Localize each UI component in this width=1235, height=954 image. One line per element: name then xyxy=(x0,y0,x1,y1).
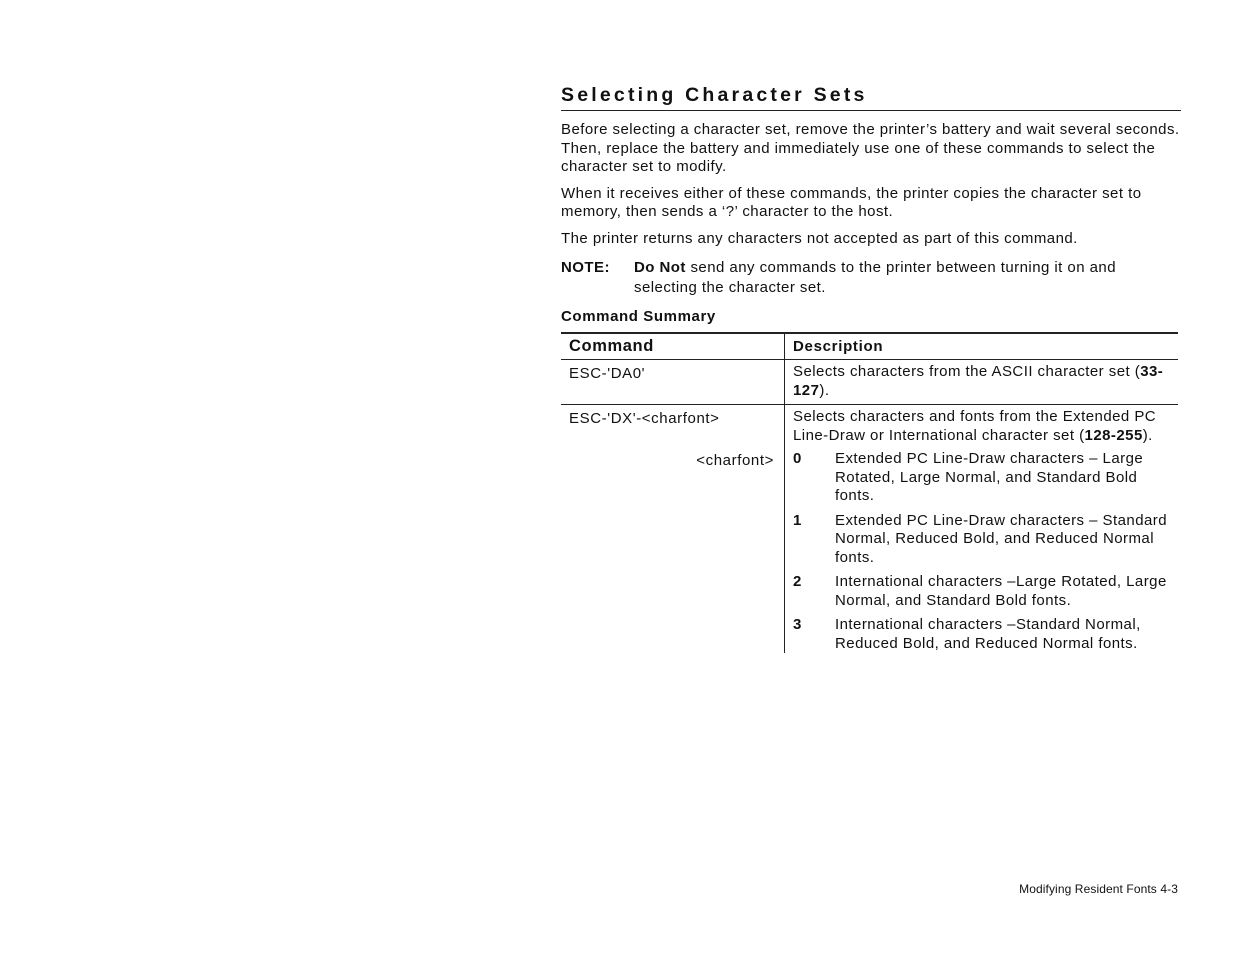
option-number: 0 xyxy=(793,450,802,467)
parameter-options xyxy=(785,447,1178,653)
note-label: NOTE: xyxy=(561,259,610,276)
intro-paragraph: Before selecting a character set, remove the printer’s battery and wait several seconds. Then, replace the battery and immediately use one of these commands to select the character set to modify. xyxy=(561,121,1180,175)
option-text: Extended PC Line-Draw characters – Standard Normal, Reduced Bold, and Reduced Normal fonts. xyxy=(835,511,1168,566)
list-item xyxy=(793,512,1178,568)
note-emphasis: Do Not xyxy=(634,259,686,276)
list-item xyxy=(793,573,1178,610)
command-summary-title: Command Summary xyxy=(561,308,716,325)
parameter-row xyxy=(561,447,1178,653)
note-block xyxy=(561,258,1181,298)
parameter-name: <charfont> xyxy=(561,447,785,653)
desc-text-end: ). xyxy=(819,381,830,399)
header-description: Description xyxy=(793,338,884,355)
desc-text: Selects characters and fonts from the Extended PC Line-Draw or International character set ( xyxy=(793,408,1157,444)
description-cell xyxy=(785,360,1178,404)
command-cell: ESC-'DA0' xyxy=(561,360,785,404)
table-row xyxy=(561,405,1178,447)
desc-range: 33-127 xyxy=(793,363,1164,399)
return-paragraph: The printer returns any characters not accepted as part of this command. xyxy=(561,229,1078,247)
command-summary-table xyxy=(561,332,1178,653)
table-row xyxy=(561,360,1178,405)
command-cell: ESC-'DX'-<charfont> xyxy=(561,405,785,447)
option-number: 1 xyxy=(793,511,802,529)
note-text: send any commands to the printer between turning it on and selecting the character set. xyxy=(634,259,1116,296)
header-command: Command xyxy=(561,334,785,359)
option-text: Extended PC Line-Draw characters – Large Rotated, Large Normal, and Standard Bold fonts. xyxy=(835,450,1144,504)
list-item xyxy=(793,616,1178,653)
desc-text-end: ). xyxy=(1142,426,1153,444)
desc-text: Selects characters from the ASCII character set ( xyxy=(793,363,1141,380)
page-footer: Modifying Resident Fonts 4-3 xyxy=(1019,882,1178,896)
section-title: Selecting Character Sets xyxy=(561,84,1181,111)
note-body xyxy=(634,258,1181,298)
option-number: 3 xyxy=(793,616,802,633)
page-content xyxy=(561,84,1181,653)
description-cell xyxy=(785,405,1178,447)
desc-range: 128-255 xyxy=(1084,426,1143,444)
table-header-row xyxy=(561,334,1178,360)
option-text: International characters –Large Rotated, Large Normal, and Standard Bold fonts. xyxy=(835,573,1167,609)
list-item xyxy=(793,450,1178,506)
option-text: International characters –Standard Normal, Reduced Bold, and Reduced Normal fonts. xyxy=(835,616,1141,652)
option-number: 2 xyxy=(793,573,802,590)
copy-paragraph: When it receives either of these commands, the printer copies the character set to memory, then sends a ‘?’ character to the host. xyxy=(561,184,1142,220)
